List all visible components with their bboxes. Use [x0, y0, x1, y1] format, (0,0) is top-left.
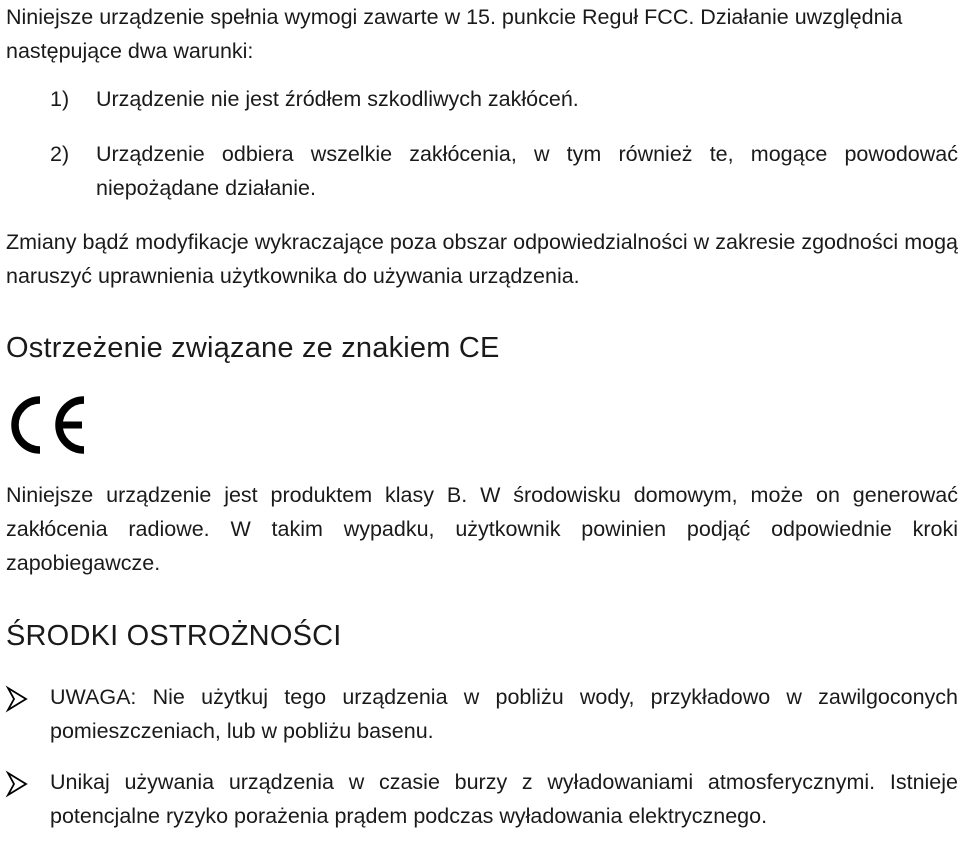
condition-text: Urządzenie nie jest źródłem szkodliwych zakłóceń.	[96, 87, 579, 111]
ce-mark-logo	[6, 392, 90, 458]
ce-description: Niniejsze urządzenie jest produktem klasy B. W środowisku domowym, może on generować zakłócenia radiowe. W takim wypadku, użytkownik powinien podjąć odpowiednie kroki zapobiegawcze.	[6, 483, 958, 575]
condition-text: Urządzenie odbiera wszelkie zakłócenia, w tym również te, mogące powodować niepożądane działanie.	[96, 142, 958, 200]
precaution-item: UWAGA: Nie użytkuj tego urządzenia w pobliżu wody, przykładowo w zawilgoconych pomieszczeniach, lub w pobliżu basenu.	[50, 685, 958, 743]
ce-heading: Ostrzeżenie związane ze znakiem CE	[6, 332, 500, 364]
precaution-item: Unikaj używania urządzenia w czasie burzy z wyładowaniami atmosferycznymi. Istnieje potencjalne ryzyko porażenia prądem podczas wyładowania elektrycznego.	[50, 770, 958, 828]
precautions-heading: ŚRODKI OSTROŻNOŚCI	[6, 620, 342, 652]
condition-number: 2)	[50, 142, 70, 166]
arrowhead-bullet-icon	[4, 685, 32, 713]
fcc-intro: Niniejsze urządzenie spełnia wymogi zawarte w 15. punkcie Reguł FCC. Działanie uwzględnia następujące dwa warunki:	[6, 5, 903, 63]
fcc-changes-note: Zmiany bądź modyfikacje wykraczające poza obszar odpowiedzialności w zakresie zgodności mogą naruszyć uprawnienia użytkownika do używania urządzenia.	[6, 230, 958, 288]
fcc-condition-1	[50, 82, 958, 116]
arrowhead-bullet-icon	[4, 770, 32, 798]
condition-number: 1)	[50, 87, 70, 111]
